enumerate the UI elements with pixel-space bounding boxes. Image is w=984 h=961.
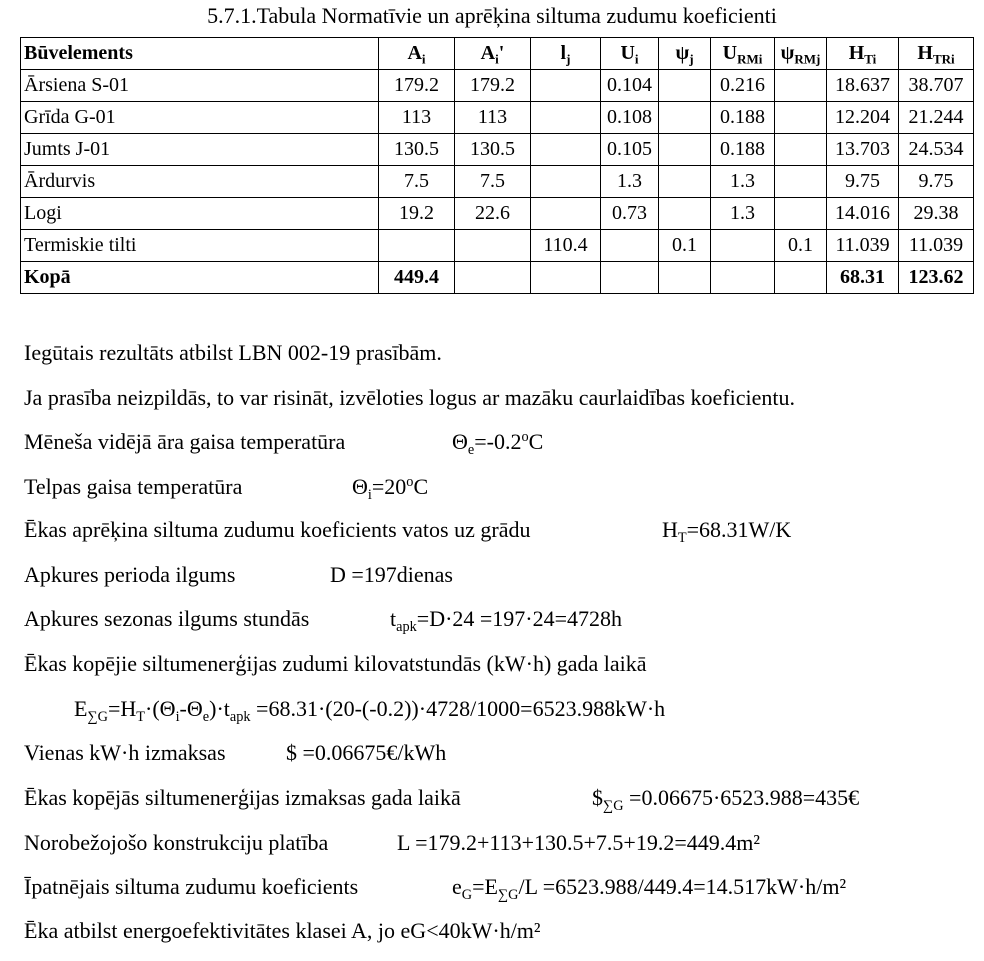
heat-loss-coefficient-line <box>24 517 964 546</box>
annual-cost-label: Ēkas kopējās siltumenerģijas izmaksas gada laikā <box>24 785 461 810</box>
cell-value <box>775 198 827 230</box>
annual-cost-line <box>24 785 964 814</box>
cell-value <box>775 166 827 198</box>
energy-class-conclusion: Ēka atbilst energoefektivitātes klasei A, jo eG<40kW·h/m² <box>24 918 541 943</box>
table-row <box>21 134 974 166</box>
cell-total-value <box>601 262 659 294</box>
cell-value: 0.105 <box>601 134 659 166</box>
cell-value: 0.73 <box>601 198 659 230</box>
indoor-temperature-value: $\Theta_i=20^oC$ <box>352 474 429 503</box>
specific-loss-value: $e_G=E_{\sum G}/L =6523.988/449.4=14.517kW\cdot h/m^2$ <box>452 874 847 903</box>
cell-value: 19.2 <box>379 198 455 230</box>
cell-value <box>775 134 827 166</box>
table-total-row <box>21 262 974 294</box>
cell-total-value <box>659 262 711 294</box>
cell-value: 29.38 <box>899 198 974 230</box>
heat-loss-coefficient-label: Ēkas aprēķina siltuma zudumu koeficients vatos uz grādu <box>24 517 531 542</box>
indoor-temperature-line <box>24 474 964 503</box>
header-element: Būvelements <box>21 38 379 70</box>
cell-value <box>711 230 775 262</box>
table-row <box>21 198 974 230</box>
header-u-i: $U_i$ <box>601 38 659 70</box>
envelope-area-line <box>24 830 964 856</box>
cell-value: 14.016 <box>827 198 899 230</box>
header-psi-rmj: $\psi_{RMj}$ <box>775 38 827 70</box>
cell-value: 179.2 <box>379 70 455 102</box>
heating-hours-line <box>24 606 964 635</box>
table-row <box>21 70 974 102</box>
specific-loss-line <box>24 874 964 903</box>
header-psi-j: $\psi_j$ <box>659 38 711 70</box>
header-l-j: $l_j$ <box>531 38 601 70</box>
header-h-tri: $H_{TRi}$ <box>899 38 974 70</box>
cell-value: 130.5 <box>379 134 455 166</box>
cell-value <box>601 230 659 262</box>
table-header-row <box>21 38 974 70</box>
cell-element: Jumts J-01 <box>21 134 379 166</box>
cell-value <box>531 198 601 230</box>
cell-value: 1.3 <box>601 166 659 198</box>
cell-value <box>531 102 601 134</box>
cell-value: 9.75 <box>827 166 899 198</box>
cell-value <box>531 134 601 166</box>
cell-element: Grīda G-01 <box>21 102 379 134</box>
specific-loss-label: Īpatnējais siltuma zudumu koeficients <box>24 874 359 899</box>
outdoor-temperature-line <box>24 429 964 458</box>
cell-element: Ārsiena S-01 <box>21 70 379 102</box>
cell-value: 38.707 <box>899 70 974 102</box>
header-a-i-prime: $A_i'$ <box>455 38 531 70</box>
cell-element: Ārdurvis <box>21 166 379 198</box>
table-row <box>21 102 974 134</box>
cell-value: 12.204 <box>827 102 899 134</box>
kwh-price-label: Vienas kW·h izmaksas <box>24 740 226 765</box>
cell-value: 13.703 <box>827 134 899 166</box>
heating-hours-value: $t_{apk}=D\cdot 24 =197\cdot 24=4728h$ <box>390 606 623 635</box>
cell-value: 7.5 <box>455 166 531 198</box>
heating-period-value: D =197dienas <box>330 562 453 587</box>
cell-value: 179.2 <box>455 70 531 102</box>
cell-element: Logi <box>21 198 379 230</box>
envelope-area-label: Norobežojošo konstrukciju platība <box>24 830 329 855</box>
header-h-ti: $H_{Ti}$ <box>827 38 899 70</box>
cell-value: 0.104 <box>601 70 659 102</box>
cell-value <box>531 166 601 198</box>
cell-value: 113 <box>455 102 531 134</box>
outdoor-temperature-label: Mēneša vidējā āra gaisa temperatūra <box>24 429 346 454</box>
cell-value: 110.4 <box>531 230 601 262</box>
heat-loss-table <box>20 37 974 294</box>
cell-value: 0.188 <box>711 134 775 166</box>
cell-total-value: 123.62 <box>899 262 974 294</box>
cell-value: 11.039 <box>827 230 899 262</box>
cell-value: 1.3 <box>711 166 775 198</box>
cell-value <box>659 198 711 230</box>
cell-value <box>659 134 711 166</box>
heat-loss-coefficient-value: $H_T=68.31W/K$ <box>662 517 792 546</box>
table-row <box>21 230 974 262</box>
remedy-statement: Ja prasība neizpildās, to var risināt, izvēloties logus ar mazāku caurlaidības koeficientu. <box>24 385 795 410</box>
cell-value: 0.1 <box>775 230 827 262</box>
cell-value: 1.3 <box>711 198 775 230</box>
cell-value: 18.637 <box>827 70 899 102</box>
cell-value <box>659 102 711 134</box>
cell-value <box>775 70 827 102</box>
cell-total-value <box>531 262 601 294</box>
cell-value: 0.188 <box>711 102 775 134</box>
annual-loss-heading: Ēkas kopējie siltumenerģijas zudumi kilovatstundās (kW·h) gada laikā <box>24 651 647 676</box>
cell-total-value <box>775 262 827 294</box>
cell-value: 0.1 <box>659 230 711 262</box>
kwh-price-value: $ =0.06675€/kWh <box>286 740 447 765</box>
cell-value <box>775 102 827 134</box>
heating-hours-label: Apkures sezonas ilgums stundās <box>24 606 310 631</box>
cell-total-value <box>711 262 775 294</box>
cell-element: Termiskie tilti <box>21 230 379 262</box>
cell-value <box>659 166 711 198</box>
cell-value: 9.75 <box>899 166 974 198</box>
cell-value: 11.039 <box>899 230 974 262</box>
annual-loss-formula: $E_{\sum G}=H_T\cdot(\Theta_i-\Theta_e)\cdot t_{apk} =68.31\cdot(20-(-0.2))\cdot 4728/1000=6523.988kW\cdot h$ <box>74 696 666 725</box>
cell-total-value: 449.4 <box>379 262 455 294</box>
cell-total-value: 68.31 <box>827 262 899 294</box>
header-u-rmi: $U_{RMi}$ <box>711 38 775 70</box>
kwh-price-line <box>24 740 964 766</box>
cell-value: 22.6 <box>455 198 531 230</box>
outdoor-temperature-value: $\Theta_e=-0.2^oC$ <box>452 429 544 458</box>
heating-period-label: Apkures perioda ilgums <box>24 562 236 587</box>
cell-value: 7.5 <box>379 166 455 198</box>
cell-value: 130.5 <box>455 134 531 166</box>
annual-cost-value: $\$_{\sum G}$ =0.06675·6523.988=435€ <box>592 785 860 814</box>
cell-value: 113 <box>379 102 455 134</box>
cell-value <box>379 230 455 262</box>
table-caption: 5.7.1.Tabula Normatīvie un aprēķina siltuma zudumu koeficienti <box>207 3 777 28</box>
heating-period-line <box>24 562 964 588</box>
cell-total-value <box>455 262 531 294</box>
table-row <box>21 166 974 198</box>
cell-value: 21.244 <box>899 102 974 134</box>
cell-value <box>659 70 711 102</box>
indoor-temperature-label: Telpas gaisa temperatūra <box>24 474 243 499</box>
cell-total-label: Kopā <box>21 262 379 294</box>
cell-value: 24.534 <box>899 134 974 166</box>
envelope-area-value: L =179.2+113+130.5+7.5+19.2=449.4m² <box>397 830 760 855</box>
cell-value <box>455 230 531 262</box>
cell-value <box>531 70 601 102</box>
header-a-i: $A_i$ <box>379 38 455 70</box>
cell-value: 0.108 <box>601 102 659 134</box>
cell-value: 0.216 <box>711 70 775 102</box>
result-statement: Iegūtais rezultāts atbilst LBN 002-19 prasībām. <box>24 340 442 365</box>
